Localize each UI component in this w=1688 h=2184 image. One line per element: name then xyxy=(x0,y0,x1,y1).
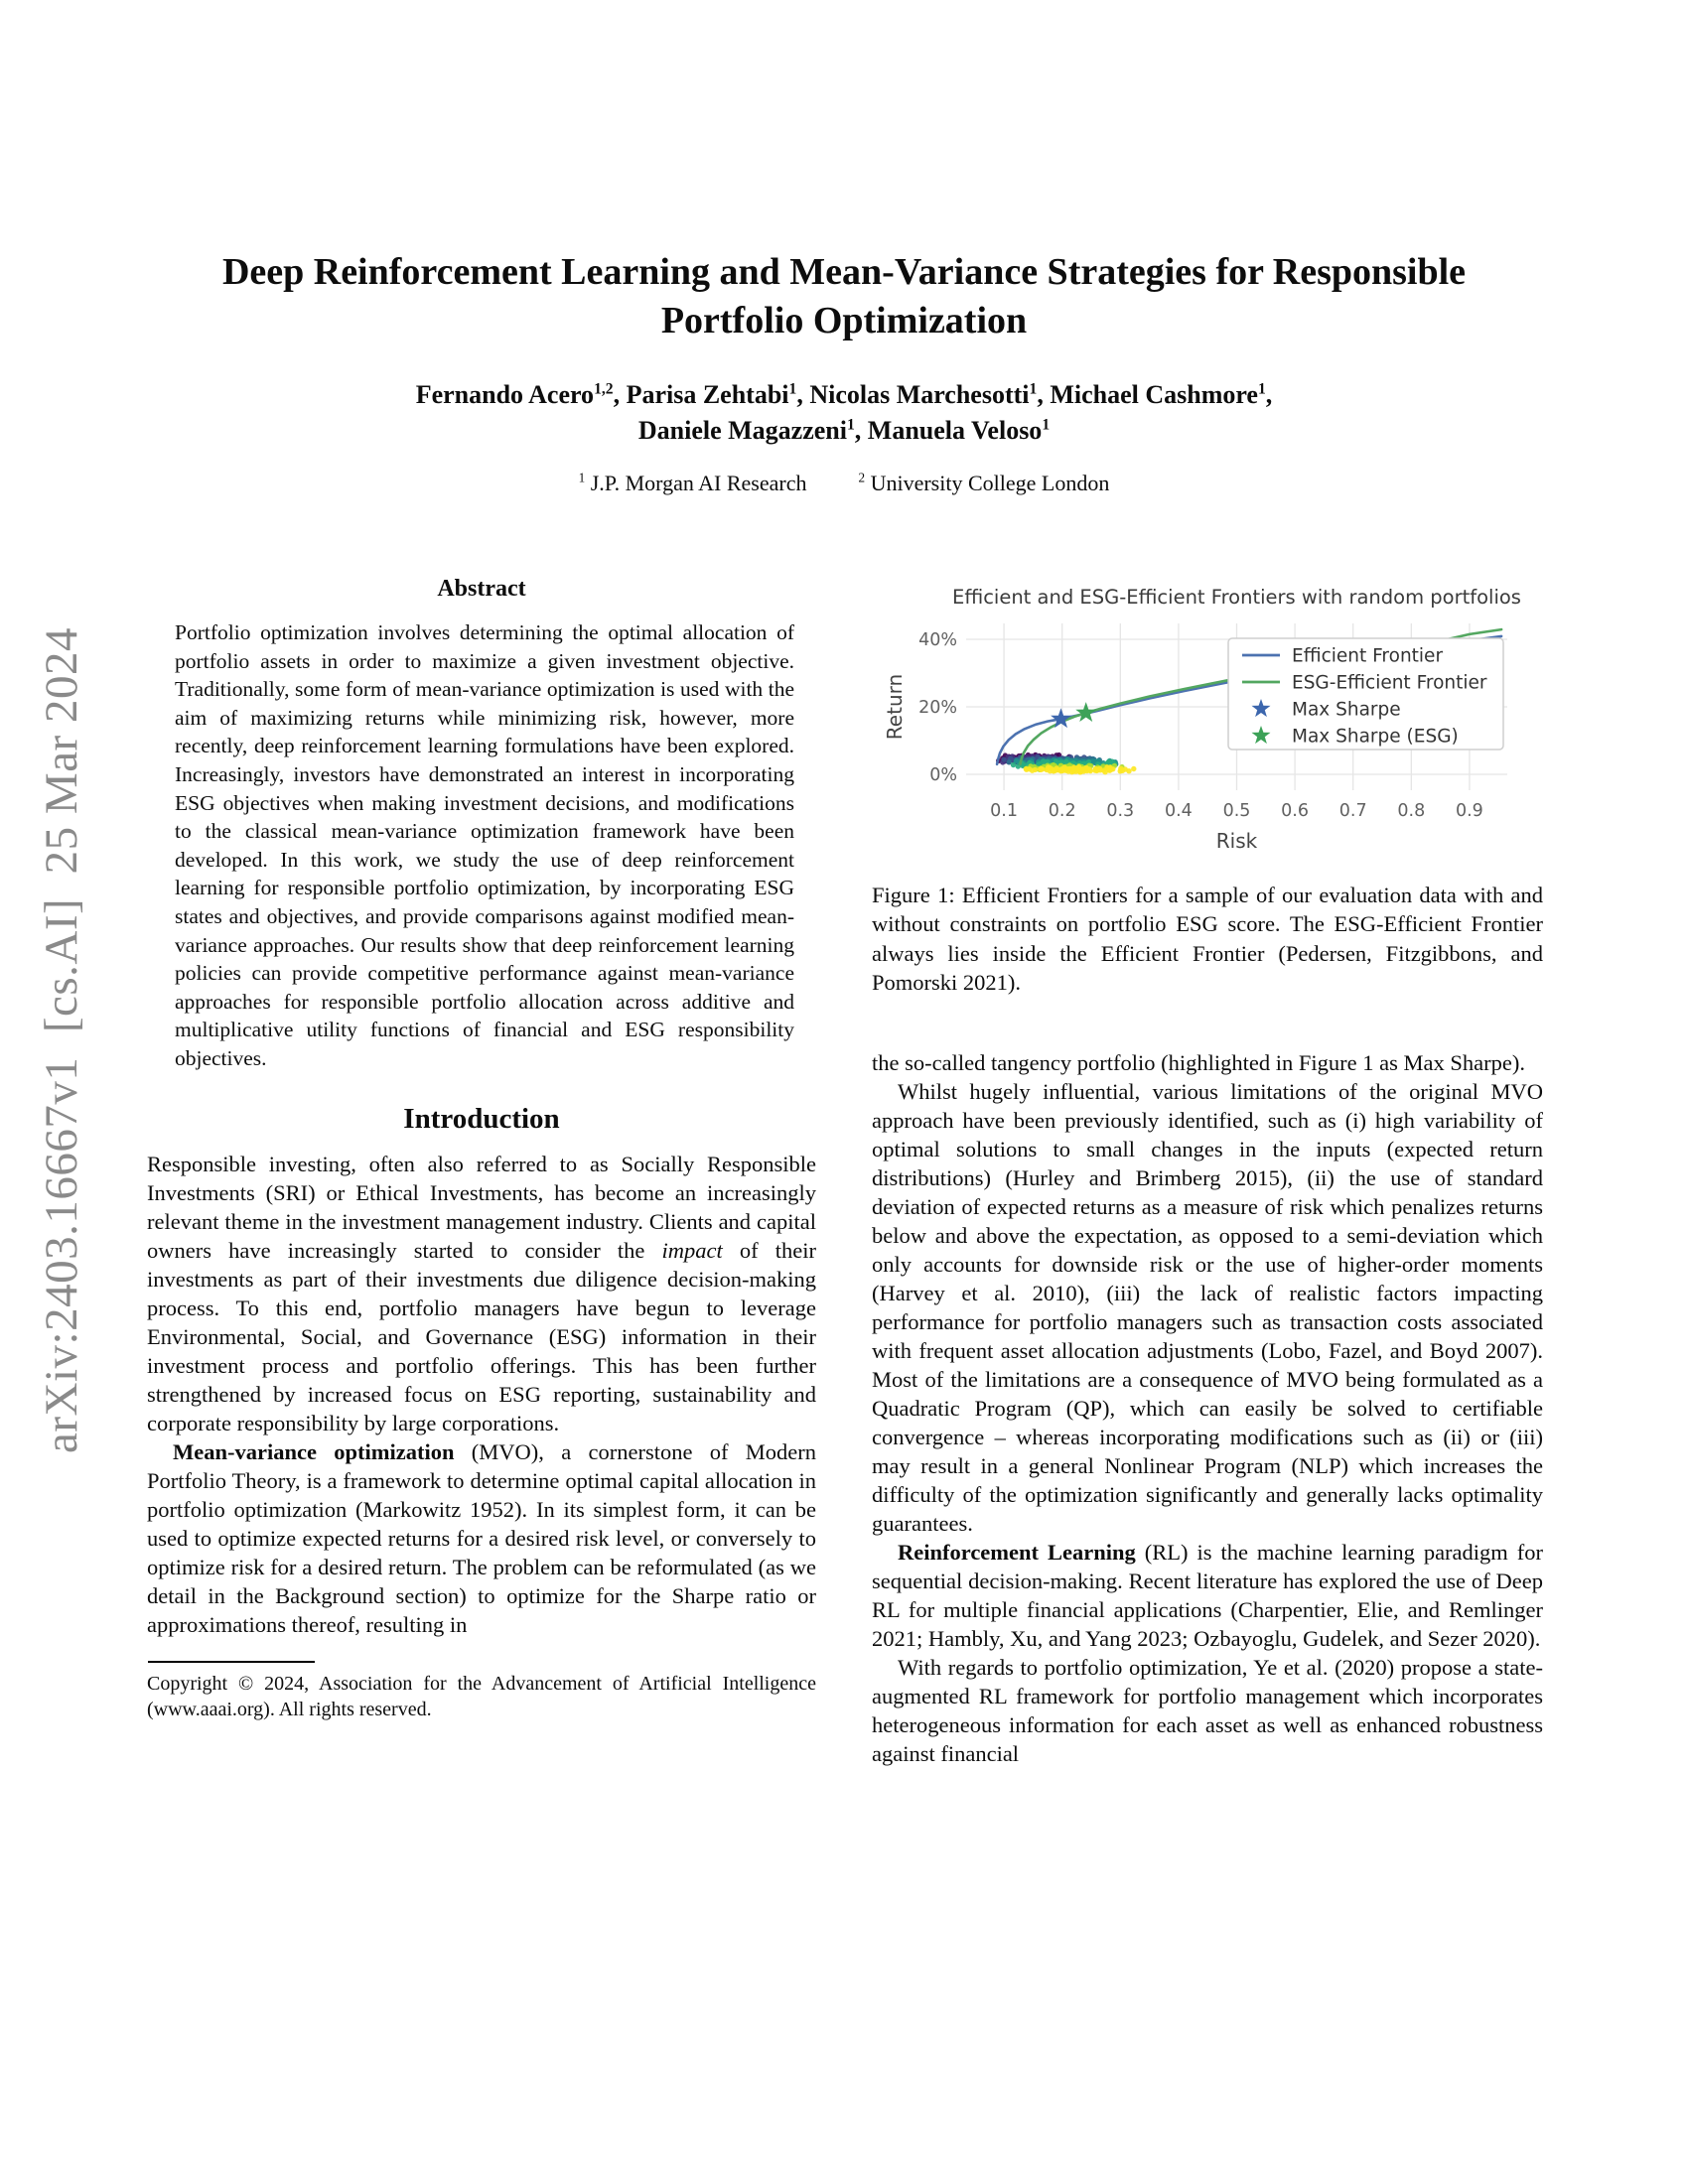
footnote-rule xyxy=(148,1661,315,1663)
author-line-2: Daniele Magazzeni$^1$, Manuela Veloso$^1$ xyxy=(637,415,1051,445)
left-column xyxy=(147,576,816,1723)
introduction-heading: Introduction xyxy=(403,1102,560,1135)
body-paragraph-2: Whilst hugely influential, various limitations of the original MVO approach have been previously identified, such as (i) high variability of optimal solutions to small changes in the inputs (expected return distributions) (Hurley and Brimberg 2015), (ii) the use of standard deviation of expected returns as a measure of risk which penalizes returns below and above the expectation, as opposed to a semi-deviation which only accounts for downside risk or the use of higher-order moments (Harvey et al. 2010), (iii) the lack of realistic factors impacting performance for portfolio managers such as transaction costs associated with frequent asset allocation adjustments (Lobo, Fazel, and Boyd 2007). Most of the limitations are a consequence of MVO being formulated as a Quadratic Program (QP), which can easily be solved to certifiable convergence – whereas incorporating modifications such as (ii) or (iii) may result in a general Nonlinear Program (NLP) which increases the difficulty of the optimization significantly and generally lacks optimality guarantees. xyxy=(872,1079,1543,1537)
svg-text:Max Sharpe: Max Sharpe xyxy=(1292,699,1401,721)
svg-text:40%: 40% xyxy=(918,629,957,650)
svg-text:0.7: 0.7 xyxy=(1338,801,1367,821)
body-paragraph-4: With regards to portfolio optimization, Ye et al. (2020) propose a state-augmented RL framework for portfolio management which incorporates heterogeneous information for each asset as well as enhanced robustness against financial xyxy=(872,1655,1543,1767)
svg-text:0.1: 0.1 xyxy=(990,801,1019,821)
paper-title-line1: Deep Reinforcement Learning and Mean-Variance Strategies for Responsible xyxy=(221,251,1467,293)
svg-text:Efficient and ESG-Efficient Fr: Efficient and ESG-Efficient Frontiers with random portfolios xyxy=(952,586,1521,609)
author-line-1: Fernando Acero$^{1,2}$, Parisa Zehtabi$^1$, Nicolas Marchesotti$^1$, Michael Cashmore$^1$, xyxy=(415,380,1273,409)
svg-text:Efficient Frontier: Efficient Frontier xyxy=(1292,645,1444,667)
abstract-heading: Abstract xyxy=(437,576,526,602)
paper-title-line2: Portfolio Optimization xyxy=(660,300,1028,342)
intro-paragraph-2: Mean-variance optimization (MVO), a cornerstone of Modern Portfolio Theory, is a framework to determine optimal capital allocation in portfolio optimization (Markowitz 1952). In its simplest form, it can be used to optimize expected returns for a desired risk level, or conversely to optimize risk for a desired return. The problem can be reformulated (as we detail in the Background section) to optimize for the Sharpe ratio or approximations thereof, resulting in xyxy=(147,1438,817,1637)
figure-1 xyxy=(872,584,1543,997)
svg-text:0.8: 0.8 xyxy=(1397,801,1426,821)
svg-text:20%: 20% xyxy=(918,698,957,718)
footnote xyxy=(147,1661,816,1723)
figure-caption: Figure 1: Efficient Frontiers for a sample of our evaluation data with and without constraints on portfolio ESG score. The ESG-Efficient Frontier always lies inside the Efficient Frontier (Pedersen, Fitzgibbons, and Pomorski 2021). xyxy=(872,883,1543,995)
affiliations: $^1$ J.P. Morgan AI Research $^2$ University College London xyxy=(578,470,1110,495)
svg-text:0.6: 0.6 xyxy=(1281,801,1310,821)
body-paragraph-3: Reinforcement Learning (RL) is the machine learning paradigm for sequential decision-making. Recent literature has explored the use of Deep RL for multiple financial applications (Charpentier, Elie, and Remlinger 2021; Hambly, Xu, and Yang 2023; Ozbayoglu, Gudelek, and Sezer 2020). xyxy=(872,1540,1543,1652)
svg-text:Max Sharpe (ESG): Max Sharpe (ESG) xyxy=(1292,726,1459,748)
svg-text:Return: Return xyxy=(883,673,907,741)
right-column xyxy=(872,584,1543,1768)
arxiv-watermark: arXiv:2403.16667v1 [cs.AI] 25 Mar 2024 xyxy=(36,627,87,1453)
svg-text:0.3: 0.3 xyxy=(1106,801,1135,821)
figure-chart xyxy=(872,584,1543,860)
paper-title xyxy=(0,248,1688,346)
svg-text:0.5: 0.5 xyxy=(1222,801,1251,821)
right-column-body xyxy=(872,1048,1543,1768)
author-list xyxy=(0,377,1688,449)
svg-text:0.2: 0.2 xyxy=(1048,801,1076,821)
svg-text:ESG-Efficient Frontier: ESG-Efficient Frontier xyxy=(1292,672,1487,694)
svg-text:0%: 0% xyxy=(929,765,957,786)
svg-text:0.4: 0.4 xyxy=(1164,801,1193,821)
svg-text:0.9: 0.9 xyxy=(1455,801,1483,821)
copyright-note: Copyright © 2024, Association for the Advancement of Artificial Intelligence (www.aaai.org). All rights reserved. xyxy=(147,1672,816,1721)
body-paragraph-1: the so-called tangency portfolio (highlighted in Figure 1 as Max Sharpe). xyxy=(872,1050,1525,1075)
intro-paragraph-1: Responsible investing, often also referred to as Socially Responsible Investments (SRI) or Ethical Investments, has become an increasingly relevant theme in the investment management industry. Clients and capital owners have increasingly started to consider the impact of their investments as part of their investments due diligence decision-making process. To this end, portfolio managers have begun to leverage Environmental, Social, and Governance (ESG) information in their investment process and portfolio offerings. This has been further strengthened by increased focus on ESG reporting, sustainability and corporate responsibility by large corporations. xyxy=(147,1151,816,1435)
svg-text:Risk: Risk xyxy=(1215,829,1258,853)
abstract-text: Portfolio optimization involves determining the optimal allocation of portfolio assets in order to maximize a given investment objective. Traditionally, some form of mean-variance optimization is used with the aim of maximizing returns while minimizing risk, however, more recently, deep reinforcement learning formulations have been explored. Increasingly, investors have demonstrated an interest in incorporating ESG objectives when making investment decisions, and modifications to the classical mean-variance optimization framework have been developed. In this work, we study the use of deep reinforcement learning for responsible portfolio optimization, by incorporating ESG states and objectives, and provide comparisons against modified mean-variance approaches. Our results show that deep reinforcement learning policies can provide competitive performance against mean-variance approaches for responsible portfolio allocation across additive and multiplicative utility functions of financial and ESG responsibility objectives. xyxy=(175,620,794,1070)
